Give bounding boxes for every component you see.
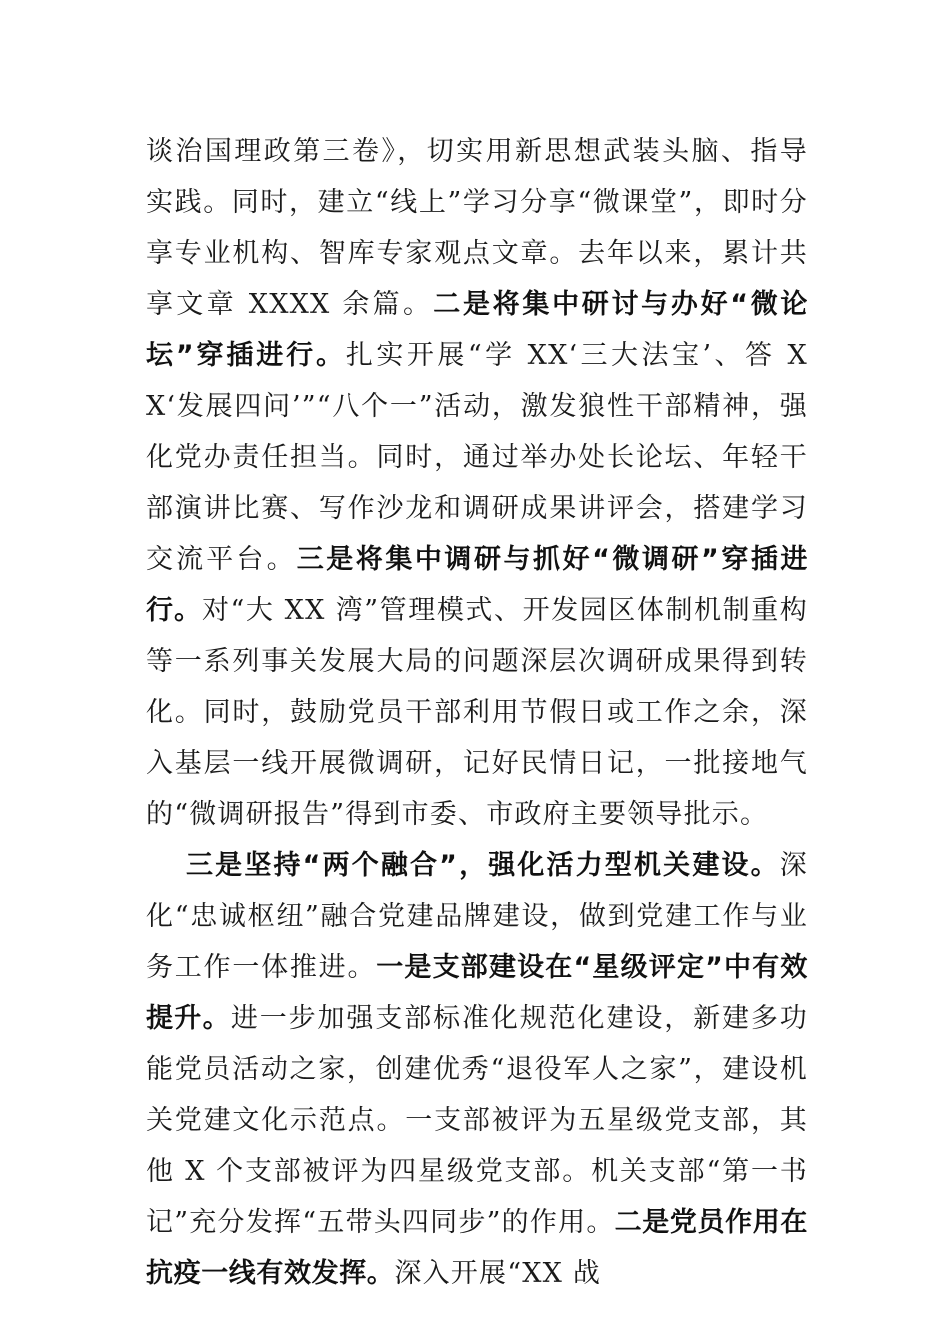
text-run: 进一步加强支部标准化规范化建设，新建多功能党员活动之家，创建优秀“退役军人之家”，建设机关党建文化示范点。一支部被评为五星级党支部，其他 X 个支部被评为四星级党支部。机关支部“第一书记”充分发挥“五带头四同步”的作用。 [146,1003,808,1238]
document-body [146,126,808,1299]
text-run: 对“大 XX 湾”管理模式、开发园区体制机制重构等一系列事关发展大局的问题深层次调研成果得到转化。同时，鼓励党员干部利用节假日或工作之余，深入基层一线开展微调研，记好民情日记，一批接地气的“微调研报告”得到市委、市政府主要领导批示。 [146,595,809,830]
bold-heading-run: 二是党员作用在抗疫一线有效发挥。 [146,1207,809,1289]
bold-heading-run: 一是支部建设在“星级评定”中有效提升。 [146,952,808,1034]
paragraph-2 [146,840,808,1299]
bold-heading-run: 三是将集中调研与抓好“微调研”穿插进行。 [146,544,809,626]
text-run: 深入开展“XX 战 [394,1258,602,1289]
text-run: 谈治国理政第三卷》，切实用新思想武装头脑、指导实践。同时，建立“线上”学习分享“微课堂”，即时分享专业机构、智库专家观点文章。去年以来，累计共享文章 XXXX 余篇。 [146,136,808,320]
bold-heading-run: 三是坚持“两个融合”，强化活力型机关建设。 [186,850,780,881]
text-run: 深化“忠诚枢纽”融合党建品牌建设，做到党建工作与业务工作一体推进。 [146,850,808,983]
paragraph-1 [146,126,808,840]
bold-heading-run: 二是将集中研讨与办好“微论坛”穿插进行。 [146,289,809,371]
text-run: 扎实开展“学 XX‘三大法宝’、答 XX‘发展四问’”“八个一”活动，激发狼性干部精神，强化党办责任担当。同时，通过举办处长论坛、年轻干部演讲比赛、写作沙龙和调研成果讲评会，搭建学习交流平台。 [146,340,808,575]
